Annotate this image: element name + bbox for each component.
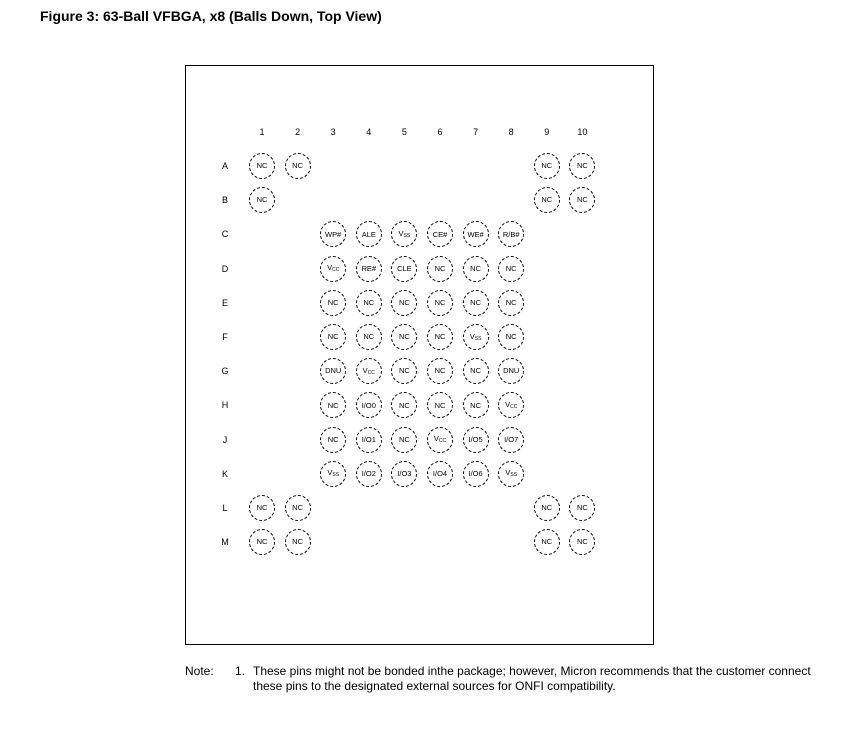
ball-G8 — [498, 358, 524, 384]
ball-label: CLE — [397, 263, 412, 273]
ball-A9 — [534, 153, 560, 179]
ball-G3 — [320, 358, 346, 384]
ball-label: $V_{CC}$ — [433, 434, 447, 445]
ball-L10 — [569, 495, 595, 521]
ball-C3 — [320, 221, 346, 247]
ball-D4 — [356, 256, 382, 282]
ball-M2 — [285, 529, 311, 555]
ball-G6 — [427, 358, 453, 384]
column-number-8: 8 — [508, 127, 514, 137]
ball-A10 — [569, 153, 595, 179]
ball-label: NC — [292, 161, 304, 171]
ball-label: NC — [256, 161, 268, 171]
ball-label: NC — [256, 537, 268, 547]
ball-label: NC — [363, 332, 375, 342]
ball-E7 — [463, 290, 489, 316]
column-number-2: 2 — [295, 127, 301, 137]
ball-label: WE# — [467, 229, 484, 239]
ball-label: CE# — [432, 229, 448, 239]
ball-F5 — [391, 324, 417, 350]
ball-J8 — [498, 427, 524, 453]
row-letter-A: A — [221, 161, 229, 171]
column-number-1: 1 — [259, 127, 265, 137]
ball-label: NC — [470, 298, 482, 308]
ball-B9 — [534, 187, 560, 213]
column-number-5: 5 — [401, 127, 407, 137]
ball-E4 — [356, 290, 382, 316]
ball-D5 — [391, 256, 417, 282]
ball-E8 — [498, 290, 524, 316]
ball-L2 — [285, 495, 311, 521]
ball-D7 — [463, 256, 489, 282]
ball-label: DNU — [503, 366, 520, 376]
ball-label: ALE — [361, 229, 376, 239]
ball-E5 — [391, 290, 417, 316]
ball-K6 — [427, 461, 453, 487]
ball-label: NC — [505, 298, 517, 308]
note-label: Note: — [185, 664, 214, 678]
ball-D6 — [427, 256, 453, 282]
ball-C7 — [463, 221, 489, 247]
ball-G7 — [463, 358, 489, 384]
ball-label: I/O3 — [397, 469, 412, 479]
ball-label: NC — [541, 161, 553, 171]
ball-D8 — [498, 256, 524, 282]
column-number-9: 9 — [544, 127, 550, 137]
ball-label: I/O6 — [468, 469, 483, 479]
ball-M10 — [569, 529, 595, 555]
ball-A1 — [249, 153, 275, 179]
ball-label: $V_{SS}$ — [398, 228, 411, 239]
ball-J3 — [320, 427, 346, 453]
ball-label: NC — [256, 195, 268, 205]
ball-L9 — [534, 495, 560, 521]
ball-H3 — [320, 392, 346, 418]
ball-C6 — [427, 221, 453, 247]
ball-F6 — [427, 324, 453, 350]
ball-J7 — [463, 427, 489, 453]
ball-B1 — [249, 187, 275, 213]
ball-G4 — [356, 358, 382, 384]
ball-label: $V_{SS}$ — [327, 468, 340, 479]
ball-label: I/O1 — [361, 434, 376, 444]
ball-M1 — [249, 529, 275, 555]
ball-label: NC — [434, 263, 446, 273]
ball-label: NC — [292, 537, 304, 547]
ball-label: NC — [327, 400, 339, 410]
ball-L1 — [249, 495, 275, 521]
ball-H8 — [498, 392, 524, 418]
ball-label: NC — [541, 537, 553, 547]
column-number-6: 6 — [437, 127, 443, 137]
ball-E3 — [320, 290, 346, 316]
ball-label: I/O7 — [504, 434, 519, 444]
ball-F3 — [320, 324, 346, 350]
ball-label: NC — [576, 503, 588, 513]
ball-label: NC — [398, 434, 410, 444]
ball-label: $V_{SS}$ — [505, 468, 518, 479]
ball-E6 — [427, 290, 453, 316]
row-letter-K: K — [221, 468, 229, 479]
ball-K5 — [391, 461, 417, 487]
ball-label: NC — [434, 298, 446, 308]
column-number-7: 7 — [473, 127, 479, 137]
ball-label: NC — [470, 263, 482, 273]
ball-H5 — [391, 392, 417, 418]
ball-label: NC — [434, 366, 446, 376]
row-letter-M: M — [221, 537, 229, 548]
ball-label: I/O5 — [468, 434, 483, 444]
ball-label: NC — [398, 298, 410, 308]
column-number-10: 10 — [577, 127, 588, 137]
row-letter-E: E — [221, 297, 229, 308]
ball-B10 — [569, 187, 595, 213]
ball-label: NC — [363, 298, 375, 308]
ball-label: NC — [256, 503, 268, 513]
ball-C5 — [391, 221, 417, 247]
ball-K3 — [320, 461, 346, 487]
ball-F4 — [356, 324, 382, 350]
ball-label: I/O4 — [432, 469, 448, 479]
ball-H4 — [356, 392, 382, 418]
ball-label: $V_{SS}$ — [469, 331, 482, 342]
ball-J6 — [427, 427, 453, 453]
row-letter-C: C — [221, 229, 229, 240]
figure-title: Figure 3: 63-Ball VFBGA, x8 (Balls Down, Top View) — [40, 8, 382, 24]
ball-K8 — [498, 461, 524, 487]
ball-F7 — [463, 324, 489, 350]
ball-label: NC — [292, 503, 304, 513]
ball-label: NC — [398, 400, 410, 410]
row-letter-F: F — [222, 332, 228, 342]
ball-label: NC — [327, 298, 339, 308]
ball-map-diagram — [185, 65, 654, 645]
ball-label: I/O2 — [361, 469, 376, 479]
note-text: These pins might not be bonded inthe package; however, Micron recommends that the customer connect these pins to the designated external sources for ONFI compatibility. — [253, 664, 811, 693]
ball-M9 — [534, 529, 560, 555]
ball-label: I/O0 — [361, 400, 376, 410]
ball-label: NC — [434, 400, 446, 410]
ball-K4 — [356, 461, 382, 487]
ball-label: NC — [470, 400, 482, 410]
row-letter-H: H — [221, 400, 229, 411]
note-number: 1. — [235, 664, 246, 678]
ball-label: WP# — [325, 229, 342, 239]
row-letter-L: L — [222, 503, 228, 513]
ball-label: NC — [434, 332, 446, 342]
ball-A2 — [285, 153, 311, 179]
ball-F8 — [498, 324, 524, 350]
ball-label: NC — [505, 332, 517, 342]
ball-J4 — [356, 427, 382, 453]
ball-label: NC — [398, 332, 410, 342]
ball-label: NC — [505, 263, 517, 273]
column-number-4: 4 — [366, 127, 372, 137]
ball-label: NC — [541, 503, 553, 513]
row-letter-J: J — [222, 434, 228, 445]
ball-label: DNU — [325, 366, 342, 376]
ball-C8 — [498, 221, 524, 247]
ball-label: NC — [398, 366, 410, 376]
ball-label: NC — [327, 434, 339, 444]
ball-label: NC — [327, 332, 339, 342]
ball-label: NC — [576, 537, 588, 547]
ball-label: NC — [541, 195, 553, 205]
ball-H6 — [427, 392, 453, 418]
ball-label: $V_{CC}$ — [362, 365, 375, 376]
ball-label: R/B# — [502, 229, 520, 239]
ball-label: $V_{CC}$ — [505, 399, 518, 410]
ball-J5 — [391, 427, 417, 453]
ball-label: NC — [470, 366, 482, 376]
ball-label: RE# — [361, 263, 377, 273]
column-number-3: 3 — [330, 127, 336, 137]
ball-H7 — [463, 392, 489, 418]
ball-G5 — [391, 358, 417, 384]
ball-D3 — [320, 256, 346, 282]
ball-label: NC — [576, 195, 588, 205]
ball-C4 — [356, 221, 382, 247]
ball-label: NC — [576, 161, 588, 171]
ball-label: $V_{CC}$ — [327, 263, 340, 274]
row-letter-D: D — [221, 263, 229, 274]
footnote — [185, 664, 825, 694]
ball-K7 — [463, 461, 489, 487]
row-letter-G: G — [221, 366, 229, 377]
row-letter-B: B — [221, 195, 229, 206]
